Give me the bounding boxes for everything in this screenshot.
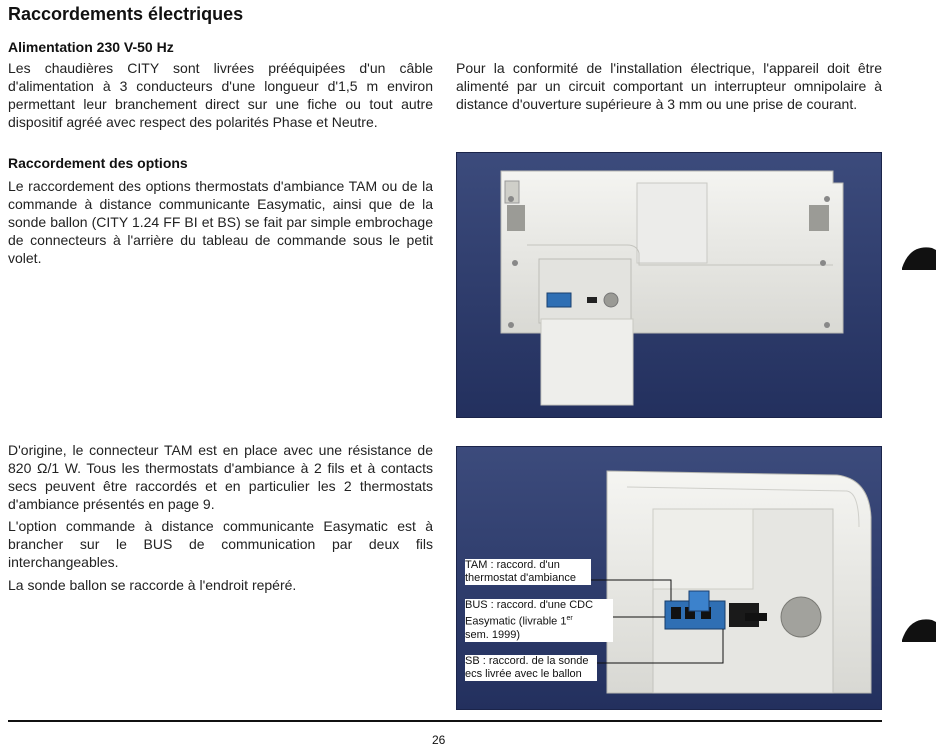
callout-bus-line1: BUS : raccord. d'une CDC [465,599,594,611]
callout-bus [465,599,613,642]
footer-rule [8,720,882,722]
page-number: 26 [432,733,446,747]
power-text-left: Les chaudières CITY sont livrées prééquipées d'un câble d'alimentation à 3 conducteurs d'une longueur d'1,5 m environ permettant leur branchement direct sur une fiche ou tout autre dispositif agréé avec respect des polarités Phase et Neutre. [8,60,433,130]
callout-tam: TAM : raccord. d'un thermostat d'ambiance [465,559,591,585]
callout-bus-line2-text: Easymatic (livrable 1 [465,615,567,628]
options-text: Le raccordement des options thermostats d'ambiance TAM ou de la commande à distance communicante Easymatic, ainsi que de la sonde ballon (CITY 1.24 FF BI et BS) se fait par simple embrochage de connecteurs à l'arrière du tableau de commande sous le petit volet. [8,178,433,266]
connector-block [547,293,571,307]
callout-bus-superscript: er [566,615,573,622]
page-edge-tab-bottom-icon [902,614,936,642]
page-title: Raccordements électriques [8,4,244,24]
details-easymatic-paragraph: L'option commande à distance communicante Easymatic est à brancher sur le BUS de communication par deux fils interchangeables. [8,518,433,570]
callout-bus-line3: sem. 1999) [465,628,521,641]
control-panel-illustration [457,153,881,417]
details-sonde-paragraph: La sonde ballon se raccorde à l'endroit repéré. [8,577,297,593]
power-text-right: Pour la conformité de l'installation électrique, l'appareil doit être alimenté par un circuit comportant un interrupteur omnipolaire à distance d'ouverture supérieure à 3 mm ou une prise de courant. [456,60,882,112]
details-tam-paragraph: D'origine, le connecteur TAM est en place avec une résistance de 820 Ω/1 W. Tous les thermostats d'ambiance à 2 fils et à contacts secs peuvent être raccordés et en particulier les 2 thermostats d'ambiance présentés en page 9. [8,442,433,512]
options-heading: Raccordement des options [8,155,188,171]
power-heading: Alimentation 230 V-50 Hz [8,39,174,55]
page-edge-tab-top-icon [902,242,936,270]
callout-bus-line2 [465,612,613,629]
control-panel-photo [456,152,882,418]
callout-sb: SB : raccord. de la sonde ecs livrée avec le ballon [465,655,597,681]
connector-detail-photo [456,446,882,710]
